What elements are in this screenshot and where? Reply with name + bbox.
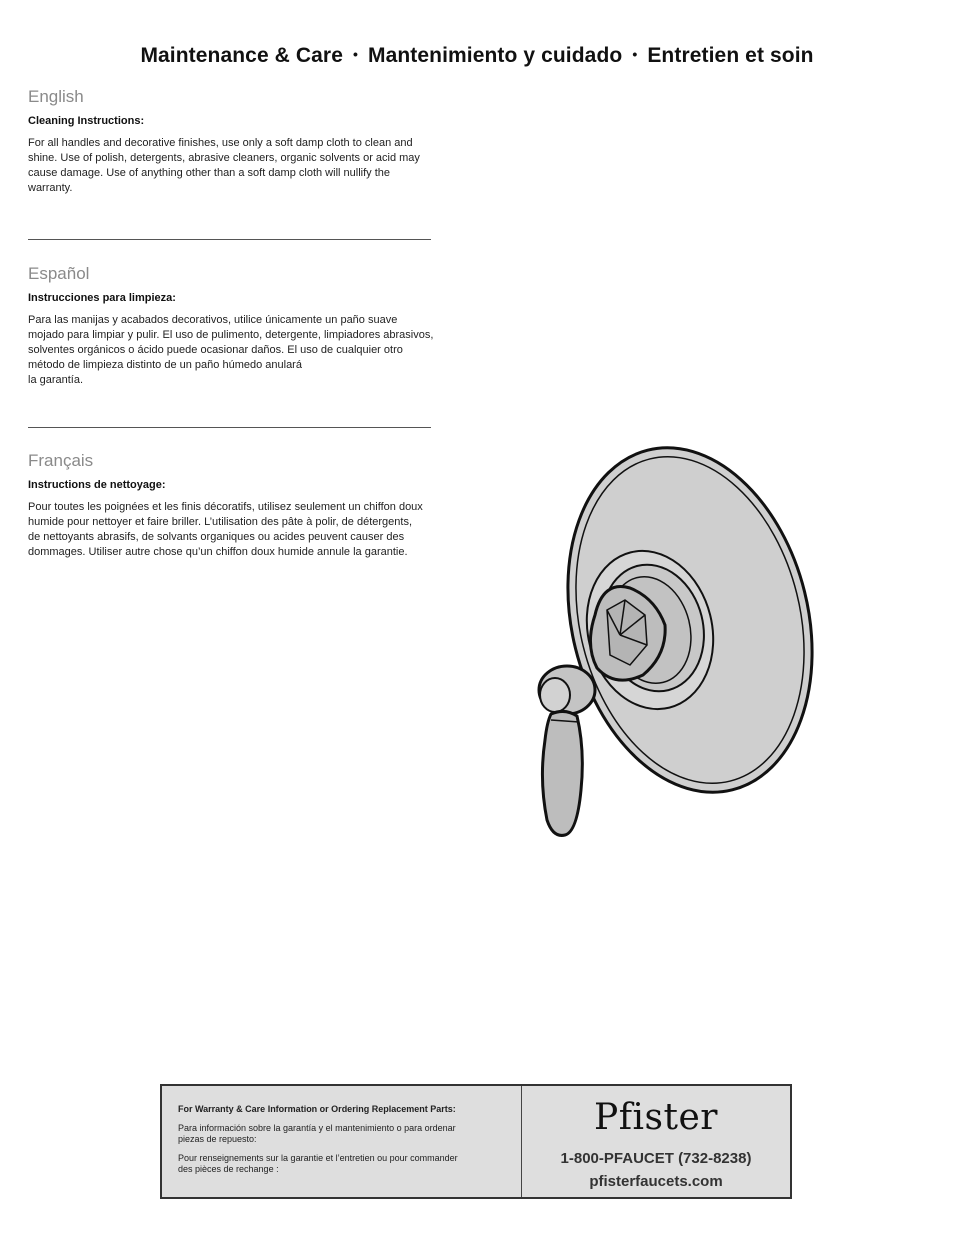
pfister-logo <box>594 1098 718 1138</box>
cleaning-subtitle: Instructions de nettoyage: <box>28 479 166 491</box>
language-heading: Français <box>28 451 94 470</box>
title-spanish: Mantenimiento y cuidado <box>367 44 623 68</box>
lever-handle <box>542 711 582 835</box>
cleaning-body: Pour toutes les poignées et les finis décoratifs, utilisez seulement un chiffon doux humide pour nettoyer et faire briller. L’utilisation des pâte à polir, de détergents, de nettoyants abrasifs, de solvants organiques ou acides peuvent causer des dommages. Utiliser autre chose qu’un chiffon doux humide annule la garantie. <box>28 501 423 558</box>
title-separator: • <box>352 46 358 63</box>
warranty-info <box>162 1086 522 1197</box>
section-english <box>28 87 468 196</box>
phone-number: 1-800-PFAUCET (732-8238) <box>560 1150 752 1167</box>
title-french: Entretien et soin <box>647 44 814 68</box>
title-separator: • <box>632 46 638 63</box>
warranty-spanish: Para información sobre la garantía y el mantenimiento o para ordenar piezas de repuesto: <box>178 1123 456 1144</box>
contact-block <box>522 1086 790 1197</box>
website-link[interactable]: pfisterfaucets.com <box>589 1173 723 1190</box>
section-spanish <box>28 264 468 388</box>
language-heading: Español <box>28 264 90 283</box>
cleaning-body: Para las manijas y acabados decorativos, utilice únicamente un paño suave mojado para limpiar y pulir. El uso de pulimento, detergente, limpiadores abrasivos, solventes orgánicos o ácido puede ocasionar daños. El uso de cualquier otro método de limpieza distinto de un paño húmedo anulará la garantía. <box>28 314 434 386</box>
cleaning-subtitle: Cleaning Instructions: <box>28 115 145 127</box>
section-french <box>28 451 468 560</box>
brand-name: Pfister <box>593 1097 718 1138</box>
language-heading: English <box>28 87 84 106</box>
section-divider <box>28 427 431 428</box>
page-title <box>0 44 954 68</box>
cleaning-body: For all handles and decorative finishes, use only a soft damp cloth to clean and shine. Use of polish, detergents, abrasive cleaners, organic solvents or acid may cause damage. Use of anything other than a soft damp cloth will nullify the warranty. <box>28 137 420 194</box>
cleaning-subtitle: Instrucciones para limpieza: <box>28 292 176 304</box>
section-divider <box>28 239 431 240</box>
warranty-heading: For Warranty & Care Information or Ordering Replacement Parts: <box>178 1104 456 1114</box>
shower-valve-illustration <box>525 440 825 840</box>
title-english: Maintenance & Care <box>140 44 343 68</box>
warranty-footer <box>160 1084 792 1199</box>
warranty-french: Pour renseignements sur la garantie et l’entretien ou pour commander des pièces de rechange : <box>178 1153 458 1174</box>
